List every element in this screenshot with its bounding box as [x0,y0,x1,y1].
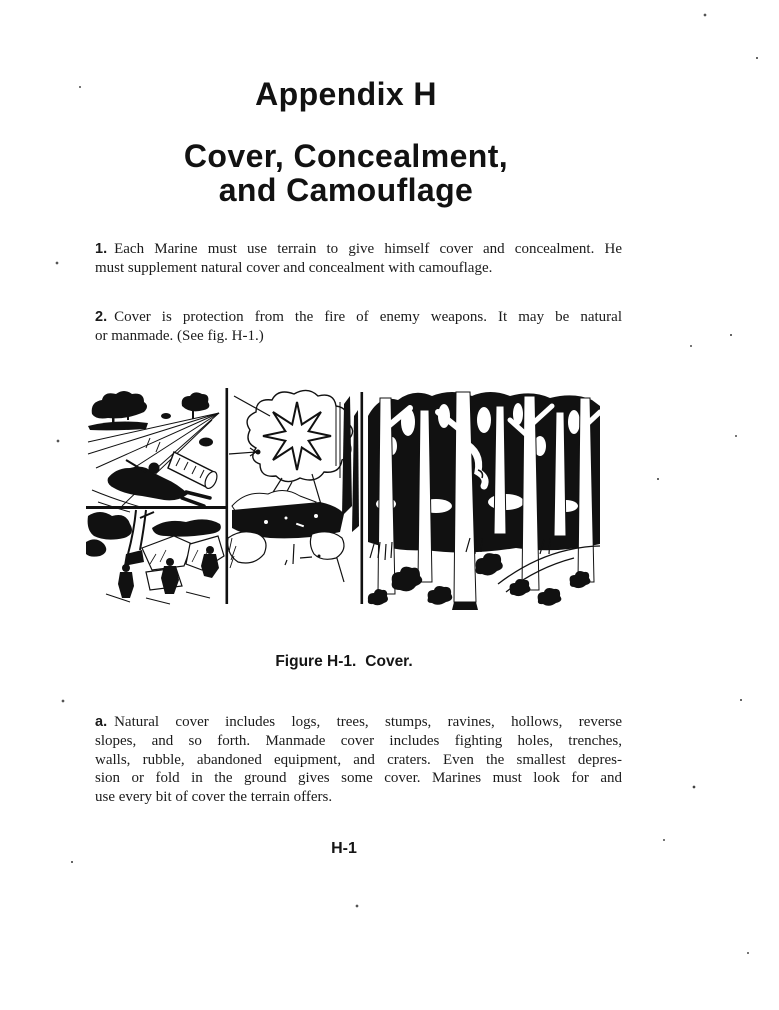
panel-prone-marine [88,391,219,512]
panel-explosion [228,390,359,582]
panel-trees [368,392,600,610]
document-title [86,139,606,207]
paragraph-a-text: Natural cover includes logs, trees, stumps, ravines, hollows, reverse [114,714,622,730]
figure-h1 [86,386,602,626]
paragraph-2-label: 2. [95,309,108,325]
figure-caption-text: Cover. [365,653,413,670]
paragraph-a-label: a. [95,714,108,730]
paragraph-a-line: sion or fold in the ground gives some cover. Marines must look for and [95,770,622,787]
document-title-line1: Cover, Concealment, [183,138,509,174]
paragraph-1-line [95,240,622,259]
figure-divider-horizontal [86,506,227,509]
figure-divider-left [226,388,229,604]
paragraph-2-line: or manmade. (See fig. H-1.) [95,327,264,344]
paragraph-1-line: must supplement natural cover and concealment with camouflage. [95,259,493,276]
paragraph-2 [95,308,622,346]
appendix-heading: Appendix H [255,76,437,112]
paragraph-a [95,713,622,807]
panel-ravine [86,510,224,604]
paragraph-a-line [95,713,622,732]
page-number: H-1 [331,840,357,857]
paragraph-1-label: 1. [95,241,108,257]
paragraph-1-text: Each Marine must use terrain to give himself cover and concealment. He [114,241,622,257]
figure-divider-right [361,392,364,604]
figure-caption-label: Figure H-1. [275,653,357,670]
paragraph-2-text: Cover is protection from the fire of enemy weapons. It may be natural [114,309,622,325]
paragraph-a-line: slopes, and so forth. Manmade cover includes fighting holes, trenches, [95,732,622,749]
paragraph-a-line: walls, rubble, abandoned equipment, and craters. Even the smallest depres- [95,751,622,768]
paragraph-2-line [95,308,622,327]
paragraph-1 [95,240,622,278]
paragraph-a-line: use every bit of cover the terrain offers. [95,789,333,806]
document-title-line2: and Camouflage [218,172,474,208]
figure-caption [86,653,602,671]
figure-h1-image [86,386,602,626]
